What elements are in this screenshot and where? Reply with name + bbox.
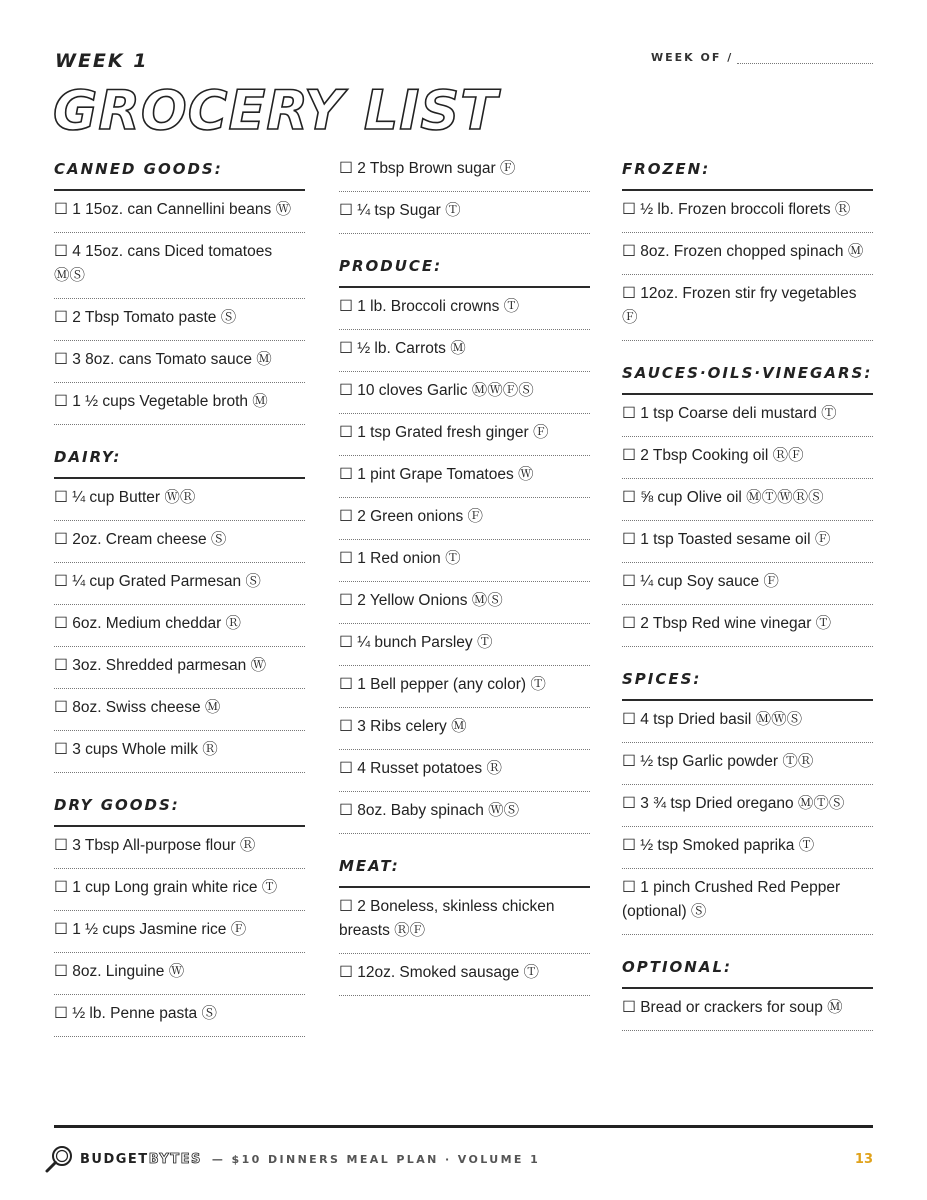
grocery-item[interactable]: ☐ 4 Russet potatoes Ⓡ xyxy=(339,750,590,792)
column-1 xyxy=(54,150,305,1037)
section-spacer xyxy=(622,935,873,948)
section-header: MEAT: xyxy=(339,847,590,888)
brand-bytes: BYTES xyxy=(148,1151,202,1167)
grocery-item[interactable]: ☐ 1 tsp Grated fresh ginger Ⓕ xyxy=(339,414,590,456)
page-number: 13 xyxy=(854,1151,873,1167)
grocery-item[interactable]: ☐ 1 tsp Coarse deli mustard Ⓣ xyxy=(622,395,873,437)
grocery-item[interactable]: ☐ ⅝ cup Olive oil ⓂⓉⓌⓇⓈ xyxy=(622,479,873,521)
grocery-item[interactable]: ☐ 2 Yellow Onions ⓂⓈ xyxy=(339,582,590,624)
brand-budget: BUDGET xyxy=(80,1151,149,1167)
grocery-item[interactable]: ☐ 8oz. Frozen chopped spinach Ⓜ xyxy=(622,233,873,275)
grocery-item[interactable]: ☐ 8oz. Baby spinach ⓌⓈ xyxy=(339,792,590,834)
grocery-item[interactable]: ☐ ½ tsp Garlic powder ⓉⓇ xyxy=(622,743,873,785)
section-header: SAUCES·OILS·VINEGARS: xyxy=(622,354,873,395)
grocery-item[interactable]: ☐ ½ lb. Frozen broccoli florets Ⓡ xyxy=(622,191,873,233)
grocery-item[interactable]: ☐ 1 cup Long grain white rice Ⓣ xyxy=(54,869,305,911)
section-header: FROZEN: xyxy=(622,150,873,191)
section-spacer xyxy=(339,234,590,247)
section-header: CANNED GOODS: xyxy=(54,150,305,191)
grocery-item[interactable]: ☐ 1 ½ cups Vegetable broth Ⓜ xyxy=(54,383,305,425)
grocery-item[interactable]: ☐ 1 15oz. can Cannellini beans Ⓦ xyxy=(54,191,305,233)
section-spacer xyxy=(54,425,305,438)
grocery-item[interactable]: ☐ 8oz. Linguine Ⓦ xyxy=(54,953,305,995)
grocery-item[interactable]: ☐ 2 Tbsp Tomato paste Ⓢ xyxy=(54,299,305,341)
skillet-icon xyxy=(44,1144,74,1174)
grocery-item[interactable]: ☐ ½ tsp Smoked paprika Ⓣ xyxy=(622,827,873,869)
section-spacer xyxy=(339,834,590,847)
week-of-label: WEEK OF / xyxy=(651,51,734,64)
grocery-item[interactable]: ☐ 3oz. Shredded parmesan Ⓦ xyxy=(54,647,305,689)
grocery-item[interactable]: ☐ 6oz. Medium cheddar Ⓡ xyxy=(54,605,305,647)
section-spacer xyxy=(54,773,305,786)
grocery-item[interactable]: ☐ 3 8oz. cans Tomato sauce Ⓜ xyxy=(54,341,305,383)
grocery-item[interactable]: ☐ ¼ cup Soy sauce Ⓕ xyxy=(622,563,873,605)
section-header: SPICES: xyxy=(622,660,873,701)
grocery-item[interactable]: ☐ 3 Ribs celery Ⓜ xyxy=(339,708,590,750)
grocery-item[interactable]: ☐ 2 Green onions Ⓕ xyxy=(339,498,590,540)
grocery-item[interactable]: ☐ ¼ cup Grated Parmesan Ⓢ xyxy=(54,563,305,605)
grocery-item[interactable]: ☐ ½ lb. Penne pasta Ⓢ xyxy=(54,995,305,1037)
grocery-item[interactable]: ☐ ½ lb. Carrots Ⓜ xyxy=(339,330,590,372)
grocery-item[interactable]: ☐ Bread or crackers for soup Ⓜ xyxy=(622,989,873,1031)
grocery-item[interactable]: ☐ 1 Bell pepper (any color) Ⓣ xyxy=(339,666,590,708)
grocery-item[interactable]: ☐ 8oz. Swiss cheese Ⓜ xyxy=(54,689,305,731)
grocery-item[interactable]: ☐ 3 ¾ tsp Dried oregano ⓂⓉⓈ xyxy=(622,785,873,827)
grocery-item[interactable]: ☐ 1 Red onion Ⓣ xyxy=(339,540,590,582)
page-title: GROCERY LIST xyxy=(53,79,499,142)
grocery-item[interactable]: ☐ 10 cloves Garlic ⓂⓌⒻⓈ xyxy=(339,372,590,414)
grocery-item[interactable]: ☐ ¼ cup Butter ⓌⓇ xyxy=(54,479,305,521)
column-3 xyxy=(622,150,873,1031)
grocery-item[interactable]: ☐ 12oz. Smoked sausage Ⓣ xyxy=(339,954,590,996)
grocery-item[interactable]: ☐ 12oz. Frozen stir fry vegetables Ⓕ xyxy=(622,275,873,341)
grocery-item[interactable]: ☐ 1 pint Grape Tomatoes Ⓦ xyxy=(339,456,590,498)
section-spacer xyxy=(622,341,873,354)
grocery-item[interactable]: ☐ 4 15oz. cans Diced tomatoes ⓂⓈ xyxy=(54,233,305,299)
week-label: WEEK 1 xyxy=(55,50,149,72)
grocery-item[interactable]: ☐ 2 Boneless, skinless chicken breasts ⓇⒻ xyxy=(339,888,590,954)
footer xyxy=(44,1144,873,1174)
section-header: PRODUCE: xyxy=(339,247,590,288)
grocery-item[interactable]: ☐ 2 Tbsp Cooking oil ⓇⒻ xyxy=(622,437,873,479)
grocery-item[interactable]: ☐ 2 Tbsp Red wine vinegar Ⓣ xyxy=(622,605,873,647)
grocery-item[interactable]: ☐ 3 Tbsp All-purpose flour Ⓡ xyxy=(54,827,305,869)
grocery-item[interactable]: ☐ ¼ bunch Parsley Ⓣ xyxy=(339,624,590,666)
section-header: OPTIONAL: xyxy=(622,948,873,989)
grocery-item[interactable]: ☐ 1 ½ cups Jasmine rice Ⓕ xyxy=(54,911,305,953)
grocery-item[interactable]: ☐ ¼ tsp Sugar Ⓣ xyxy=(339,192,590,234)
grocery-item[interactable]: ☐ 1 lb. Broccoli crowns Ⓣ xyxy=(339,288,590,330)
section-header: DRY GOODS: xyxy=(54,786,305,827)
grocery-item[interactable]: ☐ 1 tsp Toasted sesame oil Ⓕ xyxy=(622,521,873,563)
week-of-field[interactable] xyxy=(651,51,873,64)
footer-rule xyxy=(54,1125,873,1128)
grocery-item[interactable]: ☐ 4 tsp Dried basil ⓂⓌⓈ xyxy=(622,701,873,743)
grocery-item[interactable]: ☐ 1 pinch Crushed Red Pepper (optional) Ⓢ xyxy=(622,869,873,935)
week-of-line[interactable] xyxy=(737,53,873,64)
grocery-item[interactable]: ☐ 3 cups Whole milk Ⓡ xyxy=(54,731,305,773)
column-2 xyxy=(339,150,590,996)
section-spacer xyxy=(622,647,873,660)
footer-subtitle: — $10 DINNERS MEAL PLAN · VOLUME 1 xyxy=(211,1152,541,1166)
section-header: DAIRY: xyxy=(54,438,305,479)
grocery-item[interactable]: ☐ 2 Tbsp Brown sugar Ⓕ xyxy=(339,150,590,192)
grocery-item[interactable]: ☐ 2oz. Cream cheese Ⓢ xyxy=(54,521,305,563)
